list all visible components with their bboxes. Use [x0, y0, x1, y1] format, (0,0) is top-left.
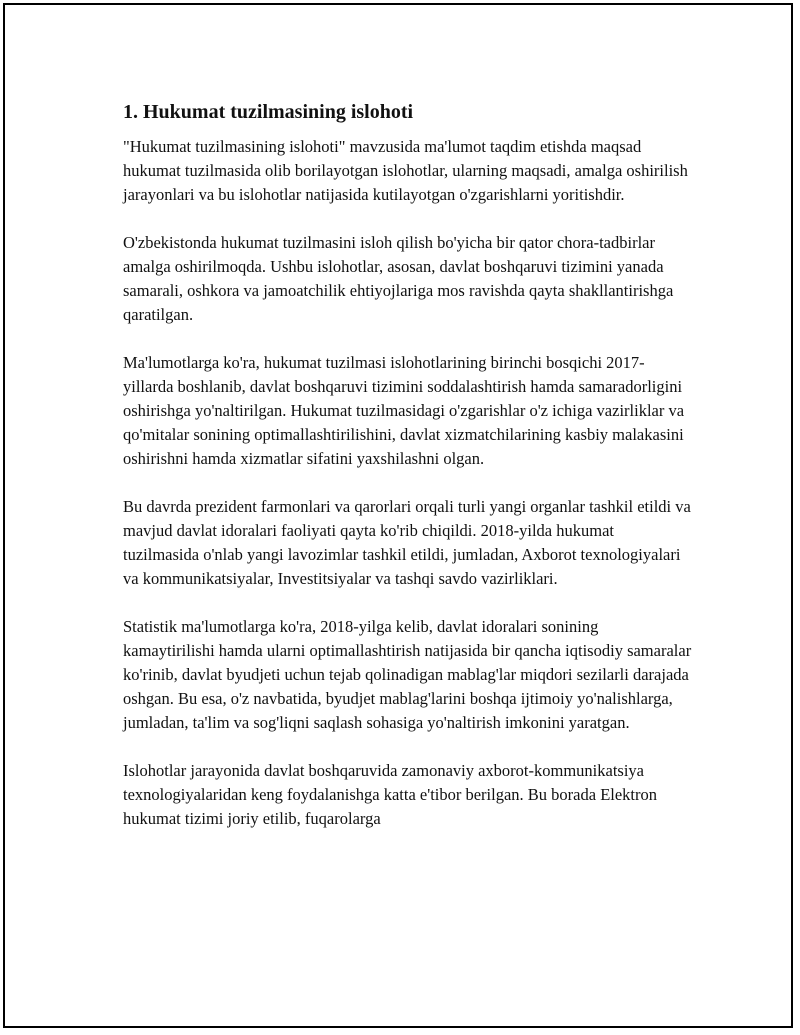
section-heading: 1. Hukumat tuzilmasining islohoti	[123, 101, 414, 123]
paragraph-4: Bu davrda prezident farmonlari va qarorlari orqali turli yangi organlar tashkil etildi va mavjud davlat idoralari faoliyati qayta ko'rib chiqildi. 2018-yilda hukumat tuzilmasida o'nlab yangi lavozimlar tashkil etildi, jumladan, Axborot texnologiyalari va kommunikatsiyalar, Investitsiyalar va tashqi savdo vazirliklari.	[123, 497, 691, 588]
paragraph-1: "Hukumat tuzilmasining islohoti" mavzusida ma'lumot taqdim etishda maqsad hukumat tuzilmasida olib borilayotgan islohotlar, ularning maqsadi, amalga oshirilish jarayonlari va bu islohotlar natijasida kutilayotgan o'zgarishlarni yoritishdir.	[123, 137, 688, 204]
paragraph-2: O'zbekistonda hukumat tuzilmasini isloh qilish bo'yicha bir qator chora-tadbirlar amalga oshirilmoqda. Ushbu islohotlar, asosan, davlat boshqaruvi tizimini yanada samarali, oshkora va jamoatchilik ehtiyojlariga mos ravishda qayta shakllantirishga qaratilgan.	[123, 233, 674, 324]
document-body	[123, 99, 693, 855]
paragraph-5: Statistik ma'lumotlarga ko'ra, 2018-yilga kelib, davlat idoralari sonining kamaytirilishi hamda ularni optimallashtirish natijasida bir qancha iqtisodiy samaralar ko'rinib, davlat byudjeti uchun tejab qolinadigan mablag'lar miqdori sezilarli darajada oshgan. Bu esa, o'z navbatida, byudjet mablag'larini boshqa ijtimoiy yo'nalishlarga, jumladan, ta'lim va sog'liqni saqlash sohasiga yo'naltirish imkonini yaratgan.	[123, 617, 692, 732]
paragraph-3: Ma'lumotlarga ko'ra, hukumat tuzilmasi islohotlarining birinchi bosqichi 2017-yillarda boshlanib, davlat boshqaruvi tizimini soddalashtirish hamda samaradorligini oshirishga yo'naltirilgan. Hukumat tuzilmasidagi o'zgarishlar o'z ichiga vazirliklar va qo'mitalar sonining optimallashtirilishini, davlat xizmatchilarining kasbiy malakasini oshirishni hamda xizmatlar sifatini yaxshilashni olgan.	[123, 353, 685, 468]
paragraph-6: Islohotlar jarayonida davlat boshqaruvida zamonaviy axborot-kommunikatsiya texnologiyalaridan keng foydalanishga katta e'tibor berilgan. Bu borada Elektron hukumat tizimi joriy etilib, fuqarolarga	[123, 761, 658, 828]
page-frame	[3, 3, 793, 1028]
